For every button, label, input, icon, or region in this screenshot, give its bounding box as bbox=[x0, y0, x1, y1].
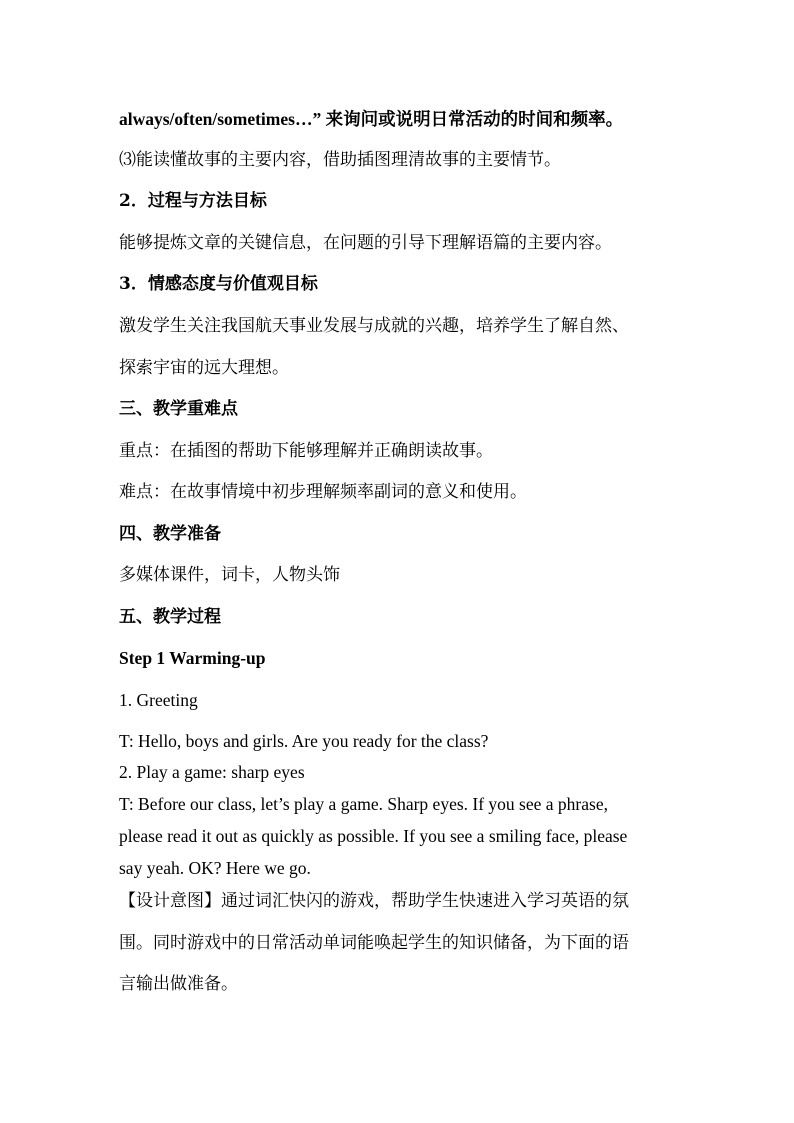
heading-teaching-process: 五、教学过程 bbox=[119, 607, 221, 627]
key-point-text: 重点：在插图的帮助下能够理解并正确朗读故事。 bbox=[119, 441, 493, 461]
emotion-value-text-line-1: 激发学生关注我国航天事业发展与成就的兴趣，培养学生了解自然、 bbox=[119, 316, 629, 336]
objective-line-reading: ⑶能读懂故事的主要内容，借助插图理清故事的主要情节。 bbox=[119, 150, 561, 170]
process-method-text: 能够提炼文章的关键信息，在问题的引导下理解语篇的主要内容。 bbox=[119, 233, 612, 253]
design-intent-line-2: 围。同时游戏中的日常活动单词能唤起学生的知识储备，为下面的语 bbox=[119, 933, 629, 953]
game-heading: 2. Play a game: sharp eyes bbox=[119, 762, 305, 782]
teacher-greeting-line: T: Hello, boys and girls. Are you ready for the class? bbox=[119, 731, 489, 751]
teacher-game-line-3: say yeah. OK? Here we go. bbox=[119, 858, 311, 878]
teacher-game-line-1: T: Before our class, let’s play a game. Sharp eyes. If you see a phrase, bbox=[119, 794, 608, 814]
design-intent-line-1: 【设计意图】通过词汇快闪的游戏，帮助学生快速进入学习英语的氛 bbox=[119, 891, 629, 911]
design-intent-line-3: 言输出做准备。 bbox=[119, 974, 238, 994]
objective-line-sentence-patterns: always/often/sometimes…” 来询问或说明日常活动的时间和频率。 bbox=[119, 109, 624, 129]
heading-key-difficult-points: 三、教学重难点 bbox=[119, 399, 238, 419]
heading-process-method-goals: 2．过程与方法目标 bbox=[119, 191, 267, 211]
preparation-text: 多媒体课件，词卡，人物头饰 bbox=[119, 565, 340, 585]
step-1-heading: Step 1 Warming-up bbox=[119, 648, 266, 668]
difficult-point-text: 难点：在故事情境中初步理解频率副词的意义和使用。 bbox=[119, 482, 527, 502]
heading-emotion-value-goals: 3．情感态度与价值观目标 bbox=[119, 274, 318, 294]
greeting-heading: 1. Greeting bbox=[119, 690, 198, 710]
emotion-value-text-line-2: 探索宇宙的远大理想。 bbox=[119, 358, 289, 378]
teacher-game-line-2: please read it out as quickly as possible. If you see a smiling face, please bbox=[119, 826, 628, 846]
heading-teaching-preparation: 四、教学准备 bbox=[119, 524, 221, 544]
